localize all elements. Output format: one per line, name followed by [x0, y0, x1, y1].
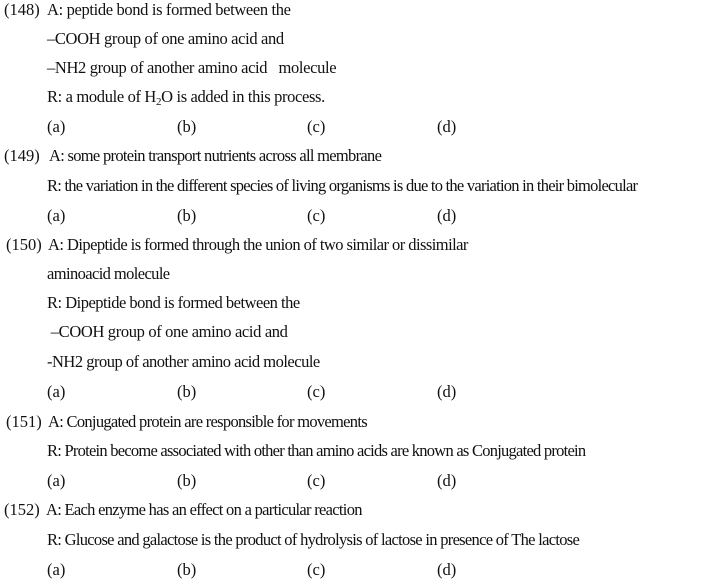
reason-text: R: Dipeptide bond is formed between the: [47, 293, 300, 312]
assertion-text: A: some protein transport nutrients across all membrane: [49, 146, 382, 165]
reason-text: R: Protein become associated with other than amino acids are known as Conjugated protein: [47, 441, 586, 460]
subscript: 2: [155, 96, 162, 108]
option-a[interactable]: (a): [47, 560, 66, 579]
option-a[interactable]: (a): [47, 471, 66, 490]
option-a[interactable]: (a): [47, 382, 66, 401]
option-c[interactable]: (c): [307, 471, 326, 490]
assertion-text: A: Each enzyme has an effect on a particular reaction: [46, 500, 362, 519]
question-number: (149): [4, 146, 40, 165]
assertion-continuation: aminoacid molecule: [47, 264, 170, 283]
question-number: (152): [4, 500, 40, 519]
assertion-continuation: –COOH group of one amino acid and: [47, 29, 284, 48]
assertion-continuation: –NH2 group of another amino acid molecule: [47, 58, 337, 77]
reason-text: R: the variation in the different species of living organisms is due to the variation in their bimolecular: [47, 176, 638, 195]
assertion-text: A: Dipeptide is formed through the union of two similar or dissimilar: [48, 235, 468, 254]
question-number: (148): [4, 0, 40, 19]
reason-text: [47, 87, 325, 107]
question-number: (151): [6, 412, 42, 431]
option-d[interactable]: (d): [437, 382, 457, 401]
option-b[interactable]: (b): [177, 117, 197, 136]
option-a[interactable]: (a): [47, 117, 66, 136]
option-d[interactable]: (d): [437, 206, 457, 225]
reason-continuation: –COOH group of one amino acid and: [47, 322, 288, 341]
option-c[interactable]: (c): [307, 206, 326, 225]
reason-continuation: -NH2 group of another amino acid molecule: [47, 352, 320, 371]
option-a[interactable]: (a): [47, 206, 66, 225]
option-b[interactable]: (b): [177, 382, 197, 401]
assertion-text: A: peptide bond is formed between the: [47, 0, 291, 19]
reason-text-post: O is added in this process.: [161, 87, 325, 106]
option-d[interactable]: (d): [437, 471, 457, 490]
option-c[interactable]: (c): [307, 117, 326, 136]
assertion-text: A: Conjugated protein are responsible for movements: [48, 412, 367, 431]
question-number: (150): [6, 235, 42, 254]
option-d[interactable]: (d): [437, 560, 457, 579]
option-c[interactable]: (c): [307, 560, 326, 579]
option-d[interactable]: (d): [437, 117, 457, 136]
reason-text-pre: R: a module of H: [47, 87, 156, 106]
reason-text: R: Glucose and galactose is the product of hydrolysis of lactose in presence of The lactose: [47, 530, 580, 549]
option-b[interactable]: (b): [177, 206, 197, 225]
option-b[interactable]: (b): [177, 560, 197, 579]
option-b[interactable]: (b): [177, 471, 197, 490]
option-c[interactable]: (c): [307, 382, 326, 401]
